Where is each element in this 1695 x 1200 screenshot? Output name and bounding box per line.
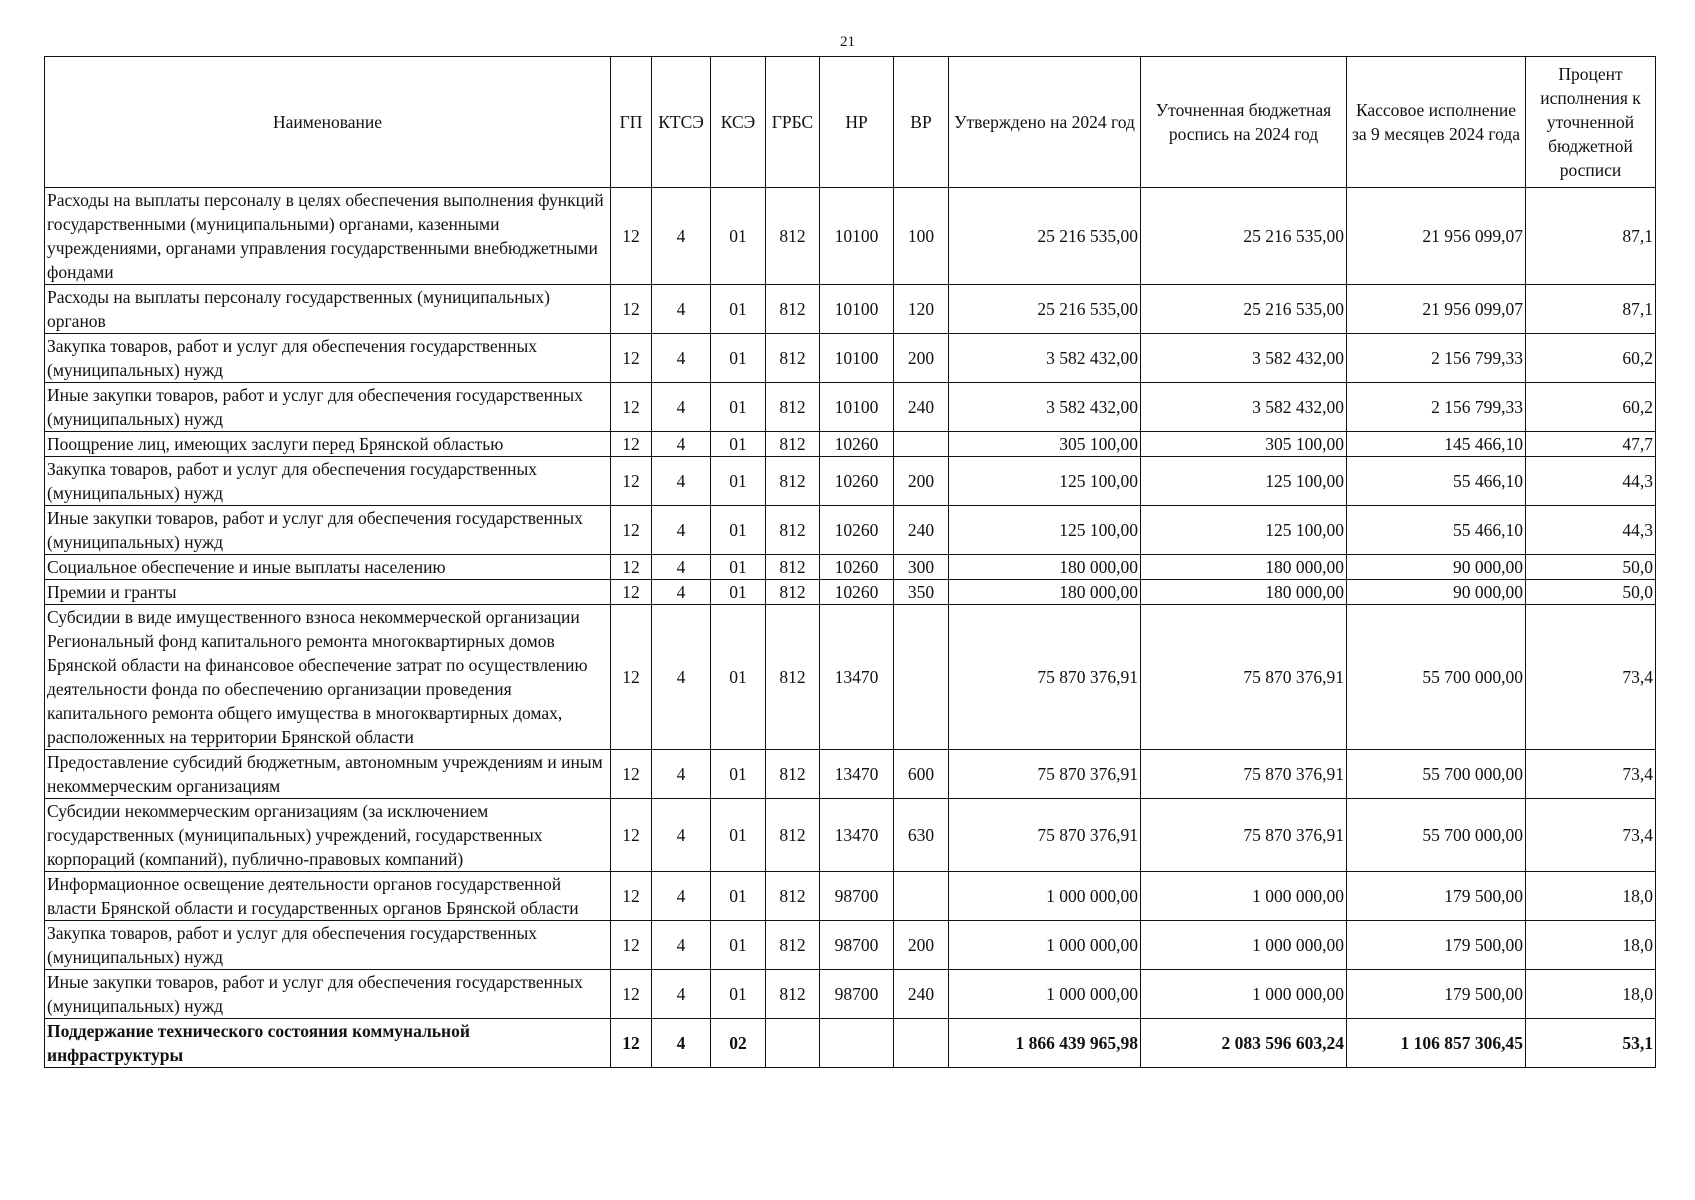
cell-percent: 60,2 <box>1526 383 1656 432</box>
cell-name: Информационное освещение деятельности органов государственной власти Брянской области и государственных органов Брянской области <box>45 872 611 921</box>
cell-vr: 300 <box>894 555 949 580</box>
cell-nr: 10100 <box>820 334 894 383</box>
header-refined: Уточненная бюджетная роспись на 2024 год <box>1141 57 1347 188</box>
cell-gp: 12 <box>611 285 652 334</box>
table-row <box>45 383 1656 432</box>
cell-percent: 73,4 <box>1526 799 1656 872</box>
cell-gp: 12 <box>611 506 652 555</box>
cell-percent: 73,4 <box>1526 605 1656 750</box>
cell-kse: 01 <box>711 750 766 799</box>
cell-nr: 10260 <box>820 506 894 555</box>
cell-approved: 25 216 535,00 <box>949 285 1141 334</box>
cell-refined: 1 000 000,00 <box>1141 921 1347 970</box>
cell-name: Субсидии некоммерческим организациям (за исключением государственных (муниципальных) учреждений, государственных корпораций (компаний), публично-правовых компаний) <box>45 799 611 872</box>
cell-refined: 25 216 535,00 <box>1141 285 1347 334</box>
cell-cash: 1 106 857 306,45 <box>1347 1019 1526 1068</box>
cell-ktse: 4 <box>652 799 711 872</box>
cell-cash: 90 000,00 <box>1347 580 1526 605</box>
cell-grbs: 812 <box>766 555 820 580</box>
cell-name: Поощрение лиц, имеющих заслуги перед Брянской областью <box>45 432 611 457</box>
cell-refined: 75 870 376,91 <box>1141 605 1347 750</box>
header-grbs: ГРБС <box>766 57 820 188</box>
cell-name: Иные закупки товаров, работ и услуг для обеспечения государственных (муниципальных) нужд <box>45 383 611 432</box>
cell-kse: 01 <box>711 285 766 334</box>
cell-name: Закупка товаров, работ и услуг для обеспечения государственных (муниципальных) нужд <box>45 921 611 970</box>
cell-percent: 50,0 <box>1526 580 1656 605</box>
cell-gp: 12 <box>611 750 652 799</box>
header-nr: НР <box>820 57 894 188</box>
cell-approved: 1 866 439 965,98 <box>949 1019 1141 1068</box>
table-row <box>45 580 1656 605</box>
cell-nr: 98700 <box>820 921 894 970</box>
cell-refined: 125 100,00 <box>1141 457 1347 506</box>
cell-percent: 47,7 <box>1526 432 1656 457</box>
cell-approved: 1 000 000,00 <box>949 970 1141 1019</box>
cell-vr: 240 <box>894 970 949 1019</box>
cell-gp: 12 <box>611 555 652 580</box>
cell-approved: 75 870 376,91 <box>949 605 1141 750</box>
header-ktse: КТСЭ <box>652 57 711 188</box>
cell-gp: 12 <box>611 457 652 506</box>
cell-refined: 3 582 432,00 <box>1141 383 1347 432</box>
table-row <box>45 970 1656 1019</box>
cell-grbs: 812 <box>766 750 820 799</box>
cell-refined: 75 870 376,91 <box>1141 799 1347 872</box>
cell-nr: 10260 <box>820 457 894 506</box>
cell-vr: 200 <box>894 921 949 970</box>
cell-kse: 01 <box>711 872 766 921</box>
cell-vr: 240 <box>894 506 949 555</box>
cell-name: Закупка товаров, работ и услуг для обеспечения государственных (муниципальных) нужд <box>45 457 611 506</box>
cell-cash: 2 156 799,33 <box>1347 334 1526 383</box>
cell-name: Иные закупки товаров, работ и услуг для обеспечения государственных (муниципальных) нужд <box>45 506 611 555</box>
cell-cash: 21 956 099,07 <box>1347 285 1526 334</box>
cell-gp: 12 <box>611 383 652 432</box>
table-row <box>45 506 1656 555</box>
cell-nr: 10260 <box>820 555 894 580</box>
cell-kse: 01 <box>711 457 766 506</box>
cell-percent: 87,1 <box>1526 188 1656 285</box>
cell-nr: 13470 <box>820 605 894 750</box>
cell-vr <box>894 432 949 457</box>
cell-ktse: 4 <box>652 970 711 1019</box>
cell-name: Расходы на выплаты персоналу государственных (муниципальных) органов <box>45 285 611 334</box>
cell-grbs: 812 <box>766 921 820 970</box>
cell-grbs: 812 <box>766 605 820 750</box>
cell-percent: 18,0 <box>1526 872 1656 921</box>
cell-percent: 60,2 <box>1526 334 1656 383</box>
cell-grbs: 812 <box>766 285 820 334</box>
cell-grbs <box>766 1019 820 1068</box>
cell-refined: 180 000,00 <box>1141 580 1347 605</box>
cell-cash: 55 466,10 <box>1347 457 1526 506</box>
table-row <box>45 432 1656 457</box>
cell-ktse: 4 <box>652 921 711 970</box>
cell-gp: 12 <box>611 432 652 457</box>
cell-ktse: 4 <box>652 506 711 555</box>
cell-vr: 240 <box>894 383 949 432</box>
cell-gp: 12 <box>611 580 652 605</box>
cell-kse: 01 <box>711 506 766 555</box>
cell-approved: 125 100,00 <box>949 457 1141 506</box>
cell-ktse: 4 <box>652 432 711 457</box>
cell-approved: 1 000 000,00 <box>949 921 1141 970</box>
cell-refined: 3 582 432,00 <box>1141 334 1347 383</box>
cell-nr: 10260 <box>820 580 894 605</box>
table-row <box>45 555 1656 580</box>
cell-refined: 1 000 000,00 <box>1141 970 1347 1019</box>
header-percent: Процент исполнения к уточненной бюджетной росписи <box>1526 57 1656 188</box>
cell-name: Социальное обеспечение и иные выплаты населению <box>45 555 611 580</box>
cell-kse: 01 <box>711 334 766 383</box>
header-approved: Утверждено на 2024 год <box>949 57 1141 188</box>
cell-percent: 18,0 <box>1526 921 1656 970</box>
table-row <box>45 188 1656 285</box>
cell-gp: 12 <box>611 970 652 1019</box>
cell-grbs: 812 <box>766 383 820 432</box>
cell-gp: 12 <box>611 921 652 970</box>
cell-kse: 01 <box>711 799 766 872</box>
cell-gp: 12 <box>611 1019 652 1068</box>
cell-ktse: 4 <box>652 555 711 580</box>
table-row <box>45 457 1656 506</box>
cell-ktse: 4 <box>652 457 711 506</box>
cell-approved: 180 000,00 <box>949 580 1141 605</box>
cell-gp: 12 <box>611 799 652 872</box>
cell-refined: 180 000,00 <box>1141 555 1347 580</box>
cell-nr: 10100 <box>820 285 894 334</box>
cell-grbs: 812 <box>766 799 820 872</box>
cell-refined: 305 100,00 <box>1141 432 1347 457</box>
table-header-row <box>45 57 1656 188</box>
cell-approved: 180 000,00 <box>949 555 1141 580</box>
header-vr: ВР <box>894 57 949 188</box>
cell-kse: 01 <box>711 188 766 285</box>
cell-percent: 53,1 <box>1526 1019 1656 1068</box>
cell-approved: 3 582 432,00 <box>949 334 1141 383</box>
cell-gp: 12 <box>611 872 652 921</box>
cell-kse: 01 <box>711 432 766 457</box>
cell-vr: 350 <box>894 580 949 605</box>
page-number: 21 <box>840 34 855 50</box>
cell-kse: 01 <box>711 970 766 1019</box>
cell-approved: 3 582 432,00 <box>949 383 1141 432</box>
budget-table <box>44 56 1656 1068</box>
cell-refined: 25 216 535,00 <box>1141 188 1347 285</box>
cell-approved: 25 216 535,00 <box>949 188 1141 285</box>
cell-name: Поддержание технического состояния коммунальной инфраструктуры <box>45 1019 611 1068</box>
cell-approved: 75 870 376,91 <box>949 799 1141 872</box>
cell-percent: 44,3 <box>1526 506 1656 555</box>
cell-nr: 13470 <box>820 799 894 872</box>
cell-percent: 44,3 <box>1526 457 1656 506</box>
cell-grbs: 812 <box>766 334 820 383</box>
cell-name: Предоставление субсидий бюджетным, автономным учреждениям и иным некоммерческим организациям <box>45 750 611 799</box>
cell-nr: 13470 <box>820 750 894 799</box>
cell-nr: 10260 <box>820 432 894 457</box>
cell-cash: 90 000,00 <box>1347 555 1526 580</box>
table-row <box>45 334 1656 383</box>
table-row <box>45 285 1656 334</box>
cell-vr: 630 <box>894 799 949 872</box>
cell-vr: 200 <box>894 457 949 506</box>
cell-ktse: 4 <box>652 285 711 334</box>
cell-cash: 179 500,00 <box>1347 970 1526 1019</box>
cell-vr <box>894 1019 949 1068</box>
cell-refined: 125 100,00 <box>1141 506 1347 555</box>
cell-ktse: 4 <box>652 383 711 432</box>
table-row <box>45 605 1656 750</box>
table-row <box>45 921 1656 970</box>
cell-approved: 305 100,00 <box>949 432 1141 457</box>
cell-name: Расходы на выплаты персоналу в целях обеспечения выполнения функций государственными (муниципальными) органами, казенными учреждениями, органами управления государственными внебюджетными фондами <box>45 188 611 285</box>
cell-nr: 10100 <box>820 383 894 432</box>
cell-kse: 01 <box>711 383 766 432</box>
cell-gp: 12 <box>611 334 652 383</box>
cell-gp: 12 <box>611 605 652 750</box>
cell-refined: 1 000 000,00 <box>1141 872 1347 921</box>
cell-name: Закупка товаров, работ и услуг для обеспечения государственных (муниципальных) нужд <box>45 334 611 383</box>
table-row <box>45 750 1656 799</box>
table-row <box>45 799 1656 872</box>
cell-grbs: 812 <box>766 457 820 506</box>
cell-cash: 55 466,10 <box>1347 506 1526 555</box>
cell-kse: 02 <box>711 1019 766 1068</box>
cell-nr: 10100 <box>820 188 894 285</box>
cell-ktse: 4 <box>652 188 711 285</box>
cell-nr: 98700 <box>820 872 894 921</box>
cell-cash: 145 466,10 <box>1347 432 1526 457</box>
cell-ktse: 4 <box>652 605 711 750</box>
cell-percent: 18,0 <box>1526 970 1656 1019</box>
cell-vr: 600 <box>894 750 949 799</box>
cell-name: Иные закупки товаров, работ и услуг для обеспечения государственных (муниципальных) нужд <box>45 970 611 1019</box>
table-row <box>45 1019 1656 1068</box>
cell-vr <box>894 605 949 750</box>
cell-gp: 12 <box>611 188 652 285</box>
cell-vr: 200 <box>894 334 949 383</box>
cell-cash: 179 500,00 <box>1347 921 1526 970</box>
header-cash: Кассовое исполнение за 9 месяцев 2024 года <box>1347 57 1526 188</box>
table-body <box>45 188 1656 1068</box>
cell-approved: 1 000 000,00 <box>949 872 1141 921</box>
cell-grbs: 812 <box>766 506 820 555</box>
cell-name: Премии и гранты <box>45 580 611 605</box>
cell-refined: 75 870 376,91 <box>1141 750 1347 799</box>
cell-vr: 100 <box>894 188 949 285</box>
cell-ktse: 4 <box>652 750 711 799</box>
cell-nr <box>820 1019 894 1068</box>
cell-kse: 01 <box>711 555 766 580</box>
cell-grbs: 812 <box>766 188 820 285</box>
cell-cash: 21 956 099,07 <box>1347 188 1526 285</box>
cell-vr <box>894 872 949 921</box>
cell-ktse: 4 <box>652 580 711 605</box>
cell-approved: 75 870 376,91 <box>949 750 1141 799</box>
header-kse: КСЭ <box>711 57 766 188</box>
cell-ktse: 4 <box>652 334 711 383</box>
cell-grbs: 812 <box>766 872 820 921</box>
cell-ktse: 4 <box>652 872 711 921</box>
cell-cash: 179 500,00 <box>1347 872 1526 921</box>
cell-nr: 98700 <box>820 970 894 1019</box>
cell-vr: 120 <box>894 285 949 334</box>
cell-kse: 01 <box>711 580 766 605</box>
cell-kse: 01 <box>711 921 766 970</box>
cell-cash: 55 700 000,00 <box>1347 605 1526 750</box>
cell-refined: 2 083 596 603,24 <box>1141 1019 1347 1068</box>
cell-cash: 55 700 000,00 <box>1347 750 1526 799</box>
cell-percent: 87,1 <box>1526 285 1656 334</box>
cell-kse: 01 <box>711 605 766 750</box>
cell-approved: 125 100,00 <box>949 506 1141 555</box>
cell-ktse: 4 <box>652 1019 711 1068</box>
cell-cash: 55 700 000,00 <box>1347 799 1526 872</box>
cell-cash: 2 156 799,33 <box>1347 383 1526 432</box>
cell-grbs: 812 <box>766 432 820 457</box>
table-row <box>45 872 1656 921</box>
cell-grbs: 812 <box>766 580 820 605</box>
cell-percent: 50,0 <box>1526 555 1656 580</box>
cell-grbs: 812 <box>766 970 820 1019</box>
cell-percent: 73,4 <box>1526 750 1656 799</box>
cell-name: Субсидии в виде имущественного взноса некоммерческой организации Региональный фонд капитального ремонта многоквартирных домов Брянской области на финансовое обеспечение затрат по осуществлению деятельности фонда по обеспечению организации проведения капитального ремонта общего имущества в многоквартирных домах, расположенных на территории Брянской области <box>45 605 611 750</box>
header-name: Наименование <box>45 57 611 188</box>
header-gp: ГП <box>611 57 652 188</box>
